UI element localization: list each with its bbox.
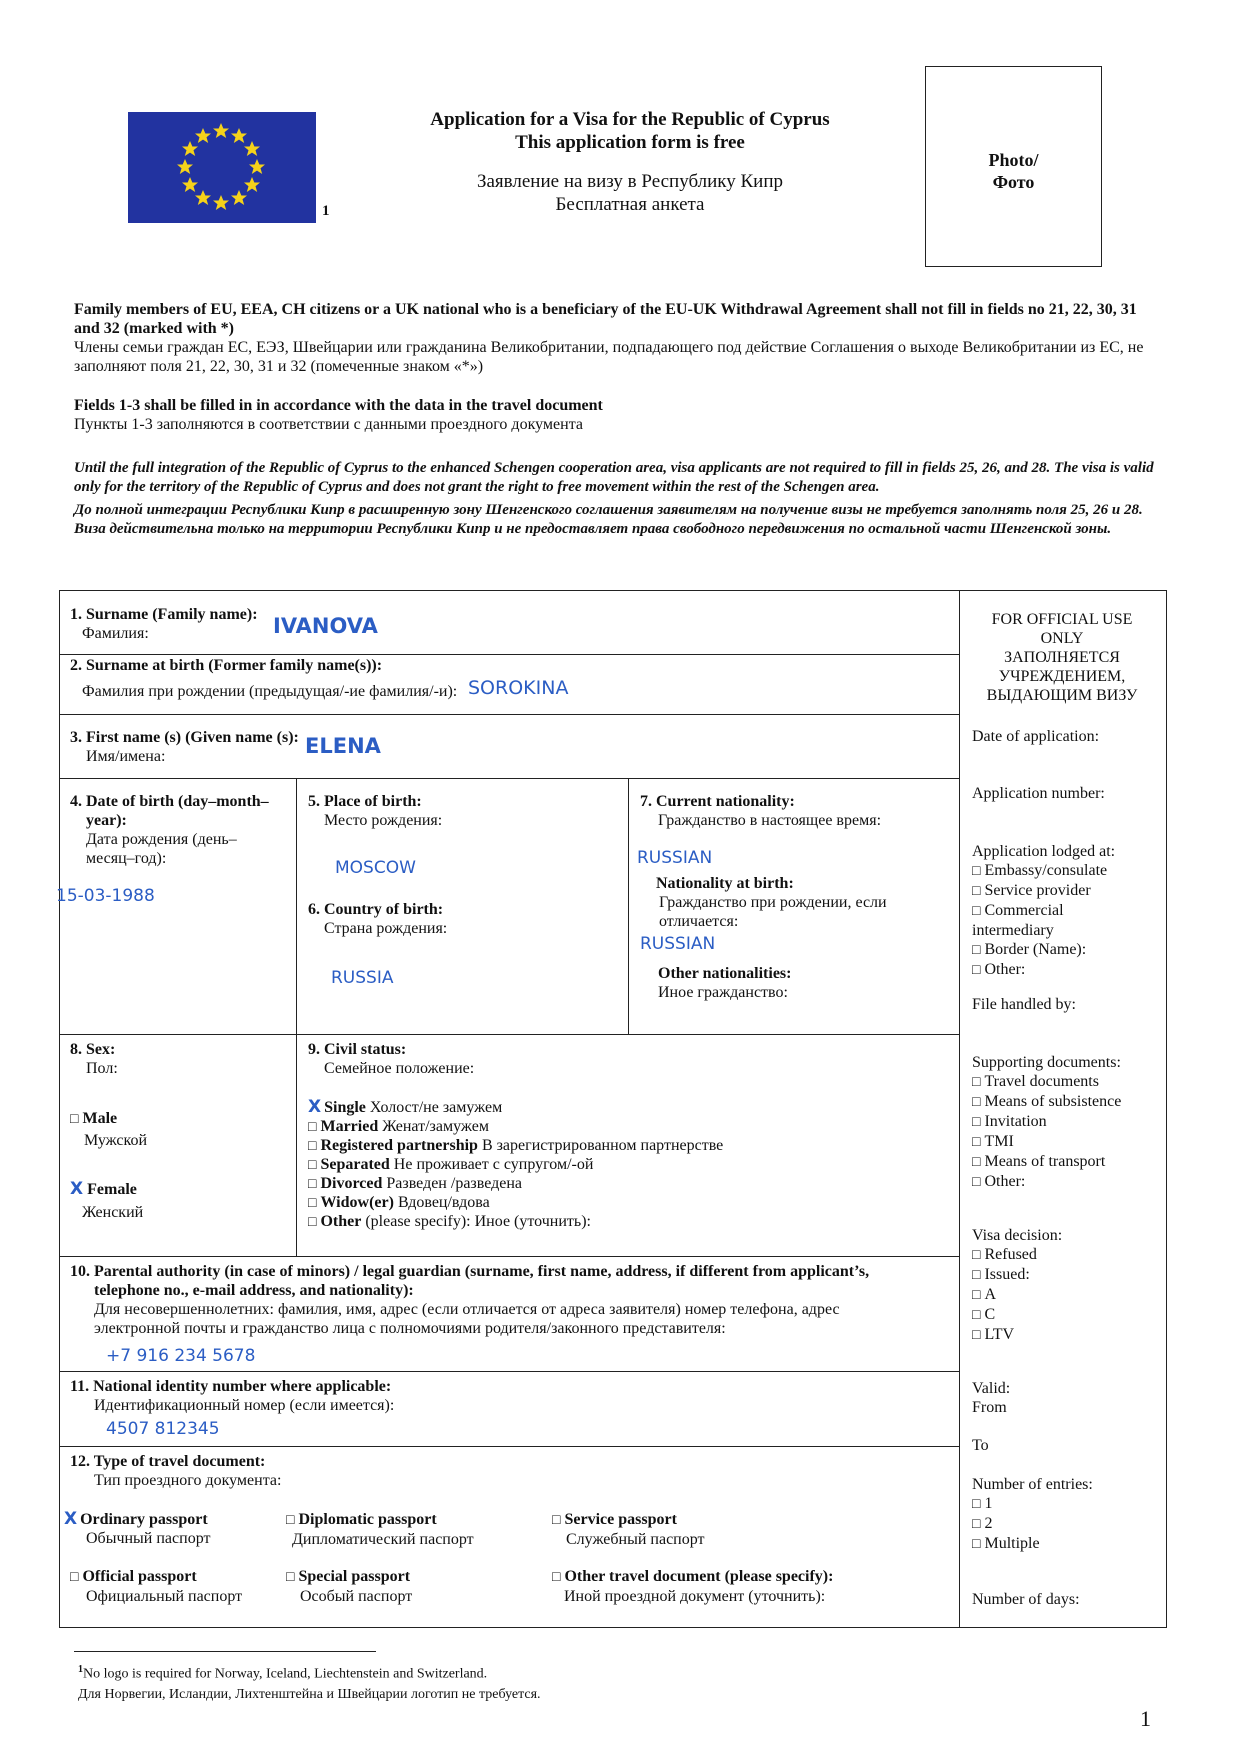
official-head-4: УЧРЕЖДЕНИЕМ,: [998, 668, 1126, 685]
support-tmi[interactable]: [972, 1132, 1121, 1152]
birth-nationality-value[interactable]: RUSSIAN: [640, 934, 716, 954]
field-4-ru-1: Дата рождения (день–: [86, 831, 237, 848]
eu-stars-icon: [128, 112, 316, 223]
entries-two-label: 2: [984, 1515, 993, 1532]
widow-label: Widow(er): [320, 1194, 394, 1211]
footnote-en: No logo is required for Norway, Iceland, Liechtenstein and Switzerland.: [83, 1666, 488, 1682]
birth-country-value[interactable]: RUSSIA: [331, 968, 394, 988]
other-doc-checkbox[interactable]: [552, 1568, 564, 1585]
lodged-label: Application lodged at:: [972, 843, 1116, 860]
decision-issued[interactable]: [972, 1265, 1062, 1285]
official-use-header: [962, 610, 1162, 705]
service-checkbox[interactable]: [552, 1511, 564, 1528]
diplomatic-checkbox[interactable]: [286, 1511, 298, 1528]
sex-male-option[interactable]: [70, 1109, 147, 1150]
doc-special-option[interactable]: [286, 1567, 412, 1606]
single-ru: Холост/не замужем: [365, 1099, 503, 1116]
official-head-1: FOR OFFICIAL USE: [991, 611, 1133, 628]
partnership-checkbox[interactable]: [308, 1137, 320, 1154]
field-12: [70, 1452, 281, 1490]
commercial-checkbox[interactable]: [972, 902, 984, 919]
field-11-label: 11. National identity number where applicable:: [70, 1378, 392, 1395]
entries-multiple[interactable]: [972, 1534, 1093, 1554]
issued-label: Issued:: [984, 1266, 1030, 1283]
valid-label: Valid:: [972, 1380, 1011, 1397]
ordinary-label: Ordinary passport: [80, 1511, 208, 1528]
other-status-label: Other: [320, 1213, 362, 1230]
field-5: [308, 792, 442, 830]
lodged-embassy[interactable]: [972, 861, 1115, 881]
service-label: Service passport: [564, 1511, 677, 1528]
field-7-other: [658, 964, 791, 1002]
title-block: [360, 108, 900, 216]
partnership-ru: В зарегистрированном партнерстве: [477, 1137, 724, 1154]
entries-two[interactable]: [972, 1514, 1093, 1534]
support-invitation[interactable]: [972, 1112, 1121, 1132]
lodged-at: [972, 842, 1115, 980]
widow-ru: Вдовец/вдова: [393, 1194, 490, 1211]
civil-status-single[interactable]: [308, 1098, 723, 1117]
sex-female-option[interactable]: [70, 1180, 143, 1222]
official-label: Official passport: [82, 1568, 197, 1585]
intermediary-label: intermediary: [972, 922, 1054, 939]
visa-decision: [972, 1226, 1062, 1345]
support-travel[interactable]: [972, 1072, 1121, 1092]
embassy-checkbox[interactable]: [972, 862, 984, 879]
official-head-3: ЗАПОЛНЯЕТСЯ: [1004, 649, 1120, 666]
married-checkbox[interactable]: [308, 1118, 320, 1135]
birth-date-value[interactable]: 15-03-1988: [56, 886, 155, 906]
fields-note: [74, 396, 1160, 434]
field-7-birth-ru-2: отличается:: [659, 913, 739, 930]
title-en-1: Application for a Visa for the Republic of Cyprus: [430, 109, 830, 130]
decision-a[interactable]: [972, 1285, 1062, 1305]
lodged-commercial[interactable]: [972, 901, 1115, 921]
doc-diplomatic-option[interactable]: [286, 1510, 474, 1549]
field-9-label: 9. Civil status:: [308, 1041, 407, 1058]
field-10: [70, 1262, 950, 1338]
field-10-ru-2: электронной почты и гражданство лица с полномочиями родителя/законного представителя:: [94, 1320, 726, 1337]
border-checkbox[interactable]: [972, 941, 984, 958]
field-7-other-label: Other nationalities:: [658, 965, 792, 982]
entries-label: Number of entries:: [972, 1476, 1093, 1493]
lodged-border[interactable]: [972, 940, 1115, 960]
footnote-ref: 1: [322, 203, 330, 219]
separated-ru: Не проживает с супругом/-ой: [389, 1156, 594, 1173]
field-5-ru: Место рождения:: [324, 812, 443, 829]
field-2-label: 2. Surname at birth (Former family name(s)):: [70, 657, 383, 674]
type-c-checkbox[interactable]: [972, 1306, 984, 1323]
visa-decision-label: Visa decision:: [972, 1227, 1063, 1244]
footnote-sup: 1: [78, 1664, 83, 1675]
travel-docs-label: Travel documents: [984, 1073, 1099, 1090]
guardian-value[interactable]: +7 916 234 5678: [106, 1346, 256, 1366]
supporting-label: Supporting documents:: [972, 1054, 1121, 1071]
doc-official-option[interactable]: [70, 1567, 242, 1606]
type-a-label: A: [984, 1286, 997, 1303]
field-6-label: 6. Country of birth:: [308, 901, 444, 918]
valid-from-label: From: [972, 1399, 1007, 1416]
page-number: 1: [1140, 1706, 1151, 1731]
field-3-label: 3. First name (s) (Given name (s):: [70, 729, 299, 746]
photo-label-en: Photo/: [988, 150, 1039, 170]
field-1-label: 1. Surname (Family name):: [70, 606, 258, 623]
tmi-checkbox[interactable]: [972, 1133, 984, 1150]
official-divider: [959, 590, 960, 1628]
commercial-label: Commercial: [984, 902, 1064, 919]
field-7-label: 7. Current nationality:: [640, 793, 795, 810]
title-en-2: This application form is free: [515, 132, 745, 153]
footnote: [78, 1660, 541, 1705]
application-number-label: Application number:: [972, 785, 1105, 802]
male-ru: Мужской: [84, 1132, 148, 1149]
lodged-other-checkbox[interactable]: [972, 961, 984, 978]
female-checkmark[interactable]: X: [70, 1179, 84, 1199]
issued-checkbox[interactable]: [972, 1266, 984, 1283]
title-ru-1: Заявление на визу в Республику Кипр: [476, 171, 784, 192]
field-11: [70, 1377, 394, 1415]
field-8: [70, 1040, 118, 1078]
other-status-checkbox[interactable]: [308, 1213, 320, 1230]
field-10-label-1: 10. Parental authority (in case of minors) / legal guardian (surname, first name, address, if different from applicant’s,: [70, 1263, 870, 1280]
male-label: Male: [82, 1110, 118, 1127]
field-6-ru: Страна рождения:: [324, 920, 448, 937]
valid-to-label: To: [972, 1437, 989, 1454]
entries-multiple-checkbox[interactable]: [972, 1535, 984, 1552]
field-8-ru: Пол:: [86, 1060, 118, 1077]
type-c-label: C: [984, 1306, 996, 1323]
ordinary-checkmark[interactable]: X: [64, 1509, 78, 1529]
field-7-other-ru: Иное гражданство:: [658, 984, 788, 1001]
service-provider-label: Service provider: [984, 882, 1091, 899]
field-9-ru: Семейное положение:: [324, 1060, 475, 1077]
birth-place-value[interactable]: MOSCOW: [335, 858, 416, 878]
field-12-ru: Тип проездного документа:: [94, 1472, 282, 1489]
lodged-other[interactable]: [972, 960, 1115, 980]
national-id-value[interactable]: 4507 812345: [106, 1419, 220, 1439]
field-8-label: 8. Sex:: [70, 1041, 116, 1058]
official-head-5: ВЫДАЮЩИМ ВИЗУ: [986, 687, 1138, 704]
separated-checkbox[interactable]: [308, 1156, 320, 1173]
transport-checkbox[interactable]: [972, 1153, 984, 1170]
field-12-label: 12. Type of travel document:: [70, 1453, 266, 1470]
field-7-birth: [656, 874, 887, 931]
single-checkmark[interactable]: X: [308, 1097, 322, 1117]
field-10-label-2: telephone no., e-mail address, and nationality):: [94, 1282, 414, 1299]
field-4-label-2: year):: [86, 812, 127, 829]
family-note-ru: Члены семьи граждан ЕС, ЕЭЗ, Швейцарии или гражданина Великобритании, подпадающего под действие Соглашения о выходе Великобритании из ЕС, не заполняют поля 21, 22, 30, 31 и 32 (помеченные знаком «*»): [74, 339, 1144, 375]
schengen-note-ru: До полной интеграции Республики Кипр в расширенную зону Шенгенского соглашения заявителям на получение визы не требуется заполнять поля 25, 26 и 28. Виза действительна только на территории Республики Кипр и не предоставляет права свободного передвижения по остальной части Шенгенской зоны.: [74, 502, 1143, 537]
entries-one[interactable]: [972, 1494, 1093, 1514]
married-label: Married: [320, 1118, 379, 1135]
family-note-en: Family members of EU, EEA, CH citizens or a UK national who is a beneficiary of the EU-UK Withdrawal Agreement shall not fill in fields no 21, 22, 30, 31 and 32 (marked with *): [74, 301, 1137, 337]
fields-note-ru: Пункты 1-3 заполняются в соответствии с данными проездного документа: [74, 416, 583, 433]
field-7-birth-ru-1: Гражданство при рождении, если: [659, 894, 887, 911]
support-other-label: Other:: [984, 1173, 1026, 1190]
special-label: Special passport: [298, 1568, 411, 1585]
field-10-ru-1: Для несовершеннолетних: фамилия, имя, адрес (если отличается от адреса заявителя) номер телефона, адрес: [94, 1301, 840, 1318]
service-provider-checkbox[interactable]: [972, 882, 984, 899]
official-checkbox[interactable]: [70, 1568, 82, 1585]
first-name-value[interactable]: ELENA: [305, 734, 381, 758]
ltv-label: LTV: [984, 1326, 1015, 1343]
surname-value[interactable]: IVANOVA: [273, 614, 378, 638]
other-status-ru: (please specify): Иное (уточнить):: [361, 1213, 591, 1230]
field-1-ru: Фамилия:: [82, 625, 149, 642]
tmi-label: TMI: [984, 1133, 1014, 1150]
separated-label: Separated: [320, 1156, 390, 1173]
family-note: [74, 300, 1160, 376]
male-checkbox[interactable]: [70, 1110, 82, 1127]
schengen-note: [74, 459, 1160, 539]
number-of-days-label: Number of days:: [972, 1591, 1080, 1608]
footnote-rule: [74, 1651, 376, 1652]
civil-status-widow[interactable]: [308, 1193, 723, 1212]
married-ru: Женат/замужем: [378, 1118, 489, 1135]
embassy-label: Embassy/consulate: [984, 862, 1108, 879]
diplomatic-label: Diplomatic passport: [298, 1511, 437, 1528]
doc-service-option[interactable]: [552, 1510, 705, 1549]
civil-status-divorced[interactable]: [308, 1174, 723, 1193]
lodged-service-provider[interactable]: [972, 881, 1115, 901]
invitation-label: Invitation: [984, 1113, 1047, 1130]
field-4-label-1: 4. Date of birth (day–month–: [70, 793, 269, 810]
field-3: [70, 728, 299, 766]
field-7-ru: Гражданство в настоящее время:: [658, 812, 882, 829]
service-ru: Служебный паспорт: [566, 1531, 705, 1548]
transport-label: Means of transport: [984, 1153, 1106, 1170]
doc-ordinary-option[interactable]: [64, 1510, 210, 1548]
refused-label: Refused: [984, 1246, 1037, 1263]
special-ru: Особый паспорт: [300, 1588, 413, 1605]
divorced-ru: Разведен /разведена: [382, 1175, 522, 1192]
official-head-2: ONLY: [1040, 630, 1084, 647]
single-label: Single: [324, 1099, 366, 1116]
civil-status-married[interactable]: [308, 1117, 723, 1136]
ordinary-ru: Обычный паспорт: [86, 1530, 211, 1547]
diplomatic-ru: Дипломатический паспорт: [292, 1531, 474, 1548]
ltv-checkbox[interactable]: [972, 1326, 984, 1343]
field-1: [70, 605, 258, 643]
photo-label-ru: Фото: [992, 172, 1035, 192]
date-of-application-label: Date of application:: [972, 728, 1100, 745]
border-label: Border (Name):: [984, 941, 1087, 958]
civil-status-separated[interactable]: [308, 1155, 723, 1174]
supporting-documents: [972, 1053, 1121, 1192]
subsistence-checkbox[interactable]: [972, 1093, 984, 1110]
subsistence-label: Means of subsistence: [984, 1093, 1122, 1110]
doc-other-option[interactable]: [552, 1567, 833, 1606]
decision-c[interactable]: [972, 1305, 1062, 1325]
divorced-checkbox[interactable]: [308, 1175, 320, 1192]
photo-box: [925, 66, 1102, 267]
field-2-ru: Фамилия при рождении (предыдущая/-ие фамилия/-и):: [82, 683, 458, 700]
female-label: Female: [87, 1181, 137, 1198]
civil-status-other[interactable]: [308, 1212, 723, 1231]
entries-one-label: 1: [984, 1495, 993, 1512]
fields-note-en: Fields 1-3 shall be filled in in accordance with the data in the travel document: [74, 397, 603, 414]
female-ru: Женский: [82, 1204, 144, 1221]
field-9: [308, 1040, 474, 1078]
field-5-label: 5. Place of birth:: [308, 793, 422, 810]
file-handled-label: File handled by:: [972, 996, 1076, 1013]
field-6: [308, 900, 447, 938]
birth-surname-value[interactable]: SOROKINA: [468, 677, 569, 699]
field-4: [70, 792, 269, 868]
decision-ltv[interactable]: [972, 1325, 1062, 1345]
title-ru-2: Бесплатная анкета: [555, 194, 705, 215]
support-other[interactable]: [972, 1172, 1121, 1192]
travel-docs-checkbox[interactable]: [972, 1073, 984, 1090]
official-ru: Официальный паспорт: [86, 1588, 243, 1605]
field-11-ru: Идентификационный номер (если имеется):: [94, 1397, 395, 1414]
footnote-ru: Для Норвегии, Исландии, Лихтенштейна и Швейцарии логотип не требуется.: [78, 1686, 541, 1702]
special-checkbox[interactable]: [286, 1568, 298, 1585]
field-4-ru-2: месяц–год):: [86, 850, 167, 867]
decision-refused[interactable]: [972, 1245, 1062, 1265]
eu-flag-logo: [128, 112, 316, 223]
entries-multiple-label: Multiple: [984, 1535, 1040, 1552]
other-doc-label: Other travel document (please specify):: [564, 1568, 834, 1585]
civil-status-partnership[interactable]: [308, 1136, 723, 1155]
partnership-label: Registered partnership: [320, 1137, 478, 1154]
number-of-entries: [972, 1475, 1093, 1554]
schengen-note-en: Until the full integration of the Republic of Cyprus to the enhanced Schengen cooperation area, visa applicants are not required to fill in fields 25, 26, and 28. The visa is valid only for the territory of the Republic of Cyprus and does not grant the right to free movement within the rest of the Schengen area.: [74, 460, 1154, 495]
field-3-ru: Имя/имена:: [86, 748, 166, 765]
support-subsistence[interactable]: [972, 1092, 1121, 1112]
entries-one-checkbox[interactable]: [972, 1495, 984, 1512]
widow-checkbox[interactable]: [308, 1194, 320, 1211]
type-a-checkbox[interactable]: [972, 1286, 984, 1303]
other-doc-ru: Иной проездной документ (уточнить):: [564, 1588, 826, 1605]
entries-two-checkbox[interactable]: [972, 1515, 984, 1532]
support-other-checkbox[interactable]: [972, 1173, 984, 1190]
field-7: [640, 792, 881, 830]
support-transport[interactable]: [972, 1152, 1121, 1172]
lodged-other-label: Other:: [984, 961, 1026, 978]
invitation-checkbox[interactable]: [972, 1113, 984, 1130]
refused-checkbox[interactable]: [972, 1246, 984, 1263]
current-nationality-value[interactable]: RUSSIAN: [637, 848, 713, 868]
divorced-label: Divorced: [320, 1175, 383, 1192]
civil-status-list: [308, 1098, 723, 1231]
field-7-birth-label: Nationality at birth:: [656, 875, 794, 892]
